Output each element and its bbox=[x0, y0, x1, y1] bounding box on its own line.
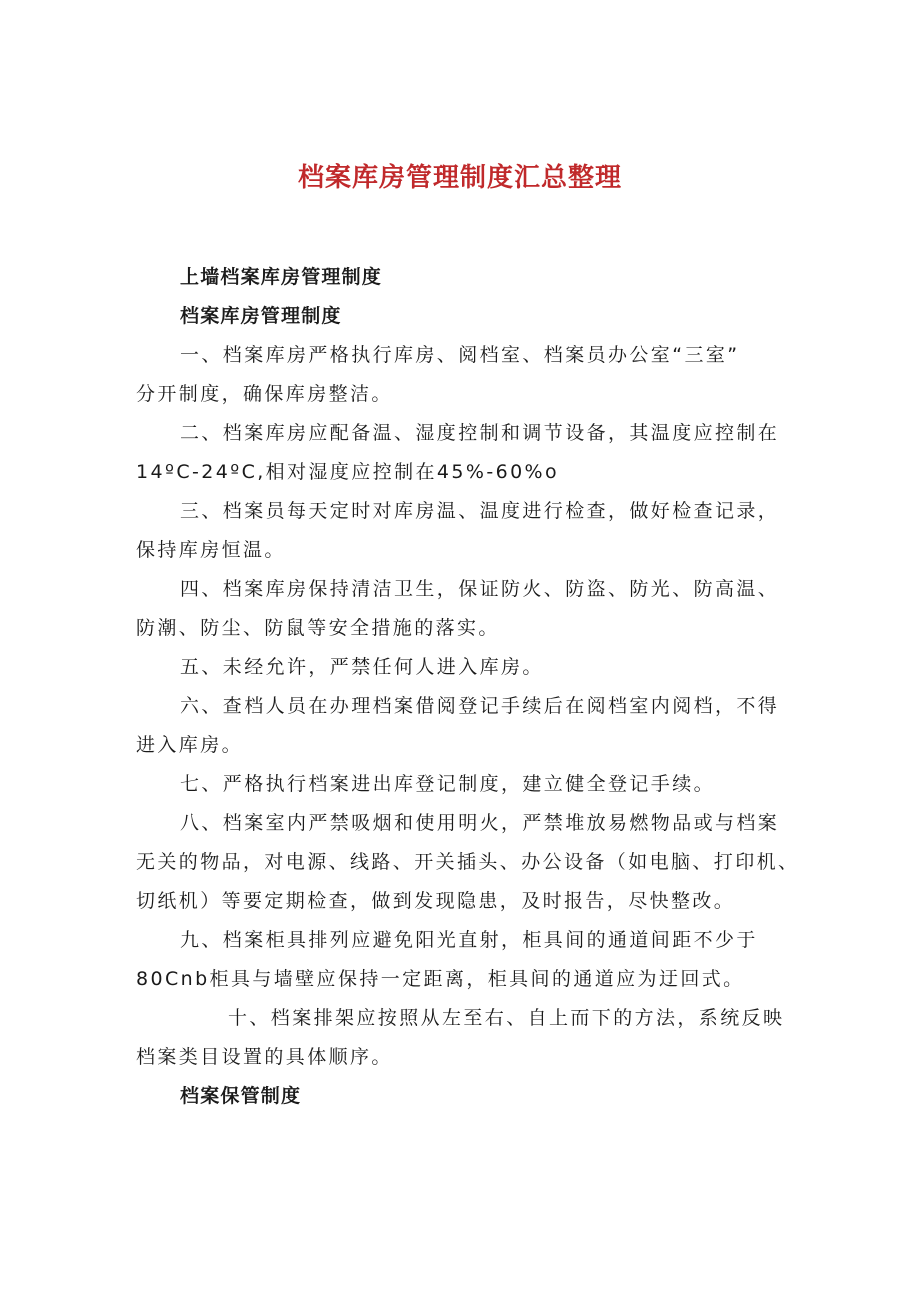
document-title: 档案库房管理制度汇总整理 bbox=[297, 163, 622, 193]
document-body bbox=[136, 258, 804, 1116]
section-heading: 档案保管制度 bbox=[180, 1085, 302, 1107]
paragraph-line: 档案类目设置的具体顺序。 bbox=[136, 1046, 393, 1068]
paragraph-line: 一、档案库房严格执行库房、阅档室、档案员办公室“三室” bbox=[180, 344, 740, 366]
section-heading: 档案库房管理制度 bbox=[180, 305, 342, 327]
paragraph-line: 保持库房恒温。 bbox=[136, 539, 286, 561]
paragraph-line: 八、档案室内严禁吸烟和使用明火，严禁堆放易燃物品或与档案 bbox=[180, 812, 780, 834]
paragraph-line: 切纸机）等要定期检查，做到发现隐患，及时报告，尽快整改。 bbox=[136, 890, 736, 912]
paragraph-line: 二、档案库房应配备温、湿度控制和调节设备，其温度应控制在 bbox=[180, 422, 780, 444]
paragraph-line: 分开制度，确保库房整洁。 bbox=[136, 383, 393, 405]
paragraph-line: 进入库房。 bbox=[136, 734, 244, 756]
paragraph-line: 七、严格执行档案进出库登记制度，建立健全登记手续。 bbox=[180, 773, 716, 795]
section-heading: 上墙档案库房管理制度 bbox=[180, 266, 383, 288]
paragraph-line: 十、档案排架应按照从左至右、自上而下的方法，系统反映 bbox=[228, 1007, 785, 1029]
paragraph-line: 14ºC-24ºC,相对湿度应控制在45%-60%o bbox=[136, 461, 560, 483]
paragraph-line: 五、未经允许，严禁任何人进入库房。 bbox=[180, 656, 544, 678]
paragraph-line: 九、档案柜具排列应避免阳光直射，柜具间的通道间距不少于 bbox=[180, 929, 758, 951]
paragraph-line: 四、档案库房保持清洁卫生，保证防火、防盗、防光、防高温、 bbox=[180, 578, 780, 600]
paragraph-line: 三、档案员每天定时对库房温、温度进行检查，做好检查记录， bbox=[180, 500, 780, 522]
paragraph-line: 80Cnb柜具与墙壁应保持一定距离，柜具间的通道应为迂回式。 bbox=[136, 968, 745, 990]
paragraph-line: 无关的物品，对电源、线路、开关插头、办公设备（如电脑、打印机、 bbox=[136, 851, 800, 873]
paragraph-line: 防潮、防尘、防鼠等安全措施的落实。 bbox=[136, 617, 500, 639]
paragraph-line: 六、查档人员在办理档案借阅登记手续后在阅档室内阅档，不得 bbox=[180, 695, 780, 717]
